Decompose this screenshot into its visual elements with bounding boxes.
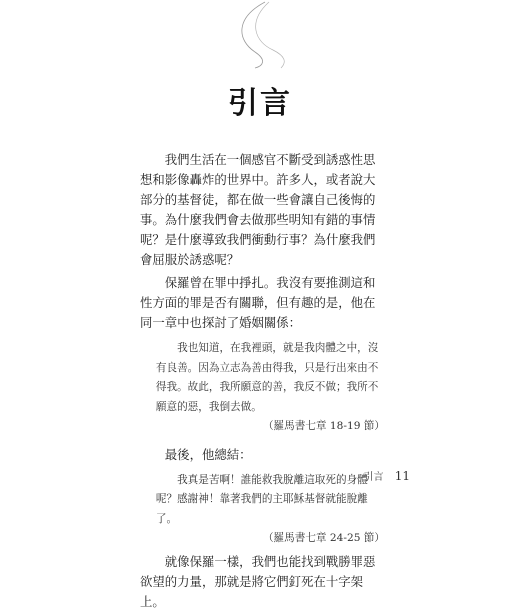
- chapter-title: 引言: [228, 86, 292, 121]
- footer-section-label: 引言: [363, 472, 384, 483]
- scripture-quote-2: [140, 471, 385, 549]
- scripture-quote-1: [140, 339, 385, 437]
- quote-2-text: 我真是苦啊！誰能救我脫離這取死的身體呢？感謝神！靠著我們的主耶穌基督就能脫離了。: [155, 473, 368, 525]
- quote-2-reference: （羅馬書七章 24-25 節）: [262, 532, 385, 544]
- chapter-body: [140, 150, 385, 612]
- paragraph-3: 最後，他總結：: [164, 446, 252, 462]
- paragraph-4: 就像保羅一樣，我們也能找到戰勝罪惡欲望的力量，那就是將它們釘死在十字架上。: [140, 553, 376, 609]
- quote-1-text: 我也知道，在我裡頭，就是我肉體之中，沒有良善。因為立志為善由得我，只是行出來由不得我。故此，我所願意的善，我反不做；我所不願意的惡，我倒去做。: [155, 342, 379, 413]
- decorative-swirl-icon: [225, 0, 305, 70]
- paragraph-1: 我們生活在一個感官不斷受到誘惑性思想和影像轟炸的世界中。許多人，或者說大部分的基督徒，都在做一些會讓自己後悔的事。為什麼我們會去做那些明知有錯的事情呢？是什麼導致我們衝動行事？為什麼我們會屈服於誘惑呢？: [140, 152, 376, 267]
- quote-1-reference: （羅馬書七章 18-19 節）: [262, 420, 385, 432]
- paragraph-2: 保羅曾在罪中掙扎。我沒有要推測這和性方面的罪是否有關聯，但有趣的是，他在同一章中也探討了婚姻關係：: [140, 275, 376, 330]
- page-footer: [364, 468, 410, 483]
- page-number: 11: [394, 469, 410, 483]
